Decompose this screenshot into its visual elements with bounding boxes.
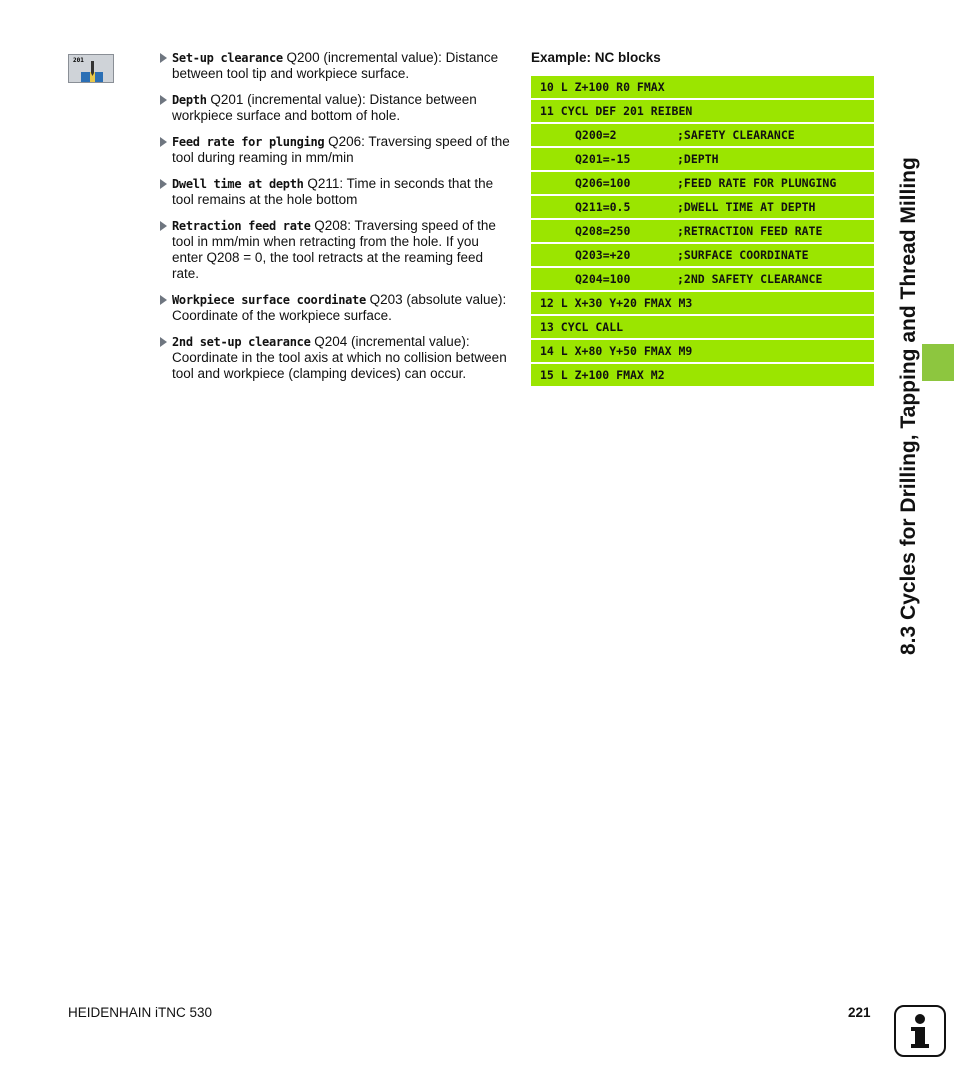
param-description: Q201 (incremental value): Distance between workpiece surface and bottom of hole. — [172, 92, 477, 123]
nc-block-list — [531, 76, 874, 388]
param-depth — [160, 92, 512, 124]
example-title: Example: NC blocks — [531, 50, 661, 65]
nc-param-comment: ;DWELL TIME AT DEPTH — [677, 200, 816, 214]
param-name: Workpiece surface coordinate — [172, 293, 366, 307]
info-icon — [894, 1005, 946, 1057]
nc-block-param — [531, 148, 874, 170]
footer-product: HEIDENHAIN iTNC 530 — [68, 1005, 213, 1020]
nc-block-text: 15 L Z+100 FMAX M2 — [540, 368, 665, 382]
nc-param-comment: ;SAFETY CLEARANCE — [677, 128, 795, 142]
nc-block — [531, 340, 874, 362]
param-name: 2nd set-up clearance — [172, 335, 311, 349]
nc-param-comment: ;SURFACE COORDINATE — [677, 248, 809, 262]
nc-block-text: 10 L Z+100 R0 FMAX — [540, 80, 665, 94]
param-description: Q208: Traversing speed of the tool in mm/min when retracting from the hole. If you enter Q208 = 0, the tool retracts at the reaming feed rate. — [172, 218, 496, 281]
bullet-arrow-icon — [160, 337, 167, 347]
softkey-label: 201 — [73, 57, 84, 64]
chapter-title-text: 8.3 Cycles for Drilling, Tapping and Thread Milling — [897, 157, 920, 655]
bullet-arrow-icon — [160, 95, 167, 105]
param-retraction-feed-rate — [160, 218, 512, 282]
nc-block-param — [531, 172, 874, 194]
cycle-201-softkey-icon — [68, 54, 114, 83]
nc-param-value: Q206=100 — [575, 176, 631, 190]
param-name: Set-up clearance — [172, 51, 283, 65]
nc-param-value: Q201=-15 — [575, 152, 631, 166]
parameter-list — [160, 50, 512, 392]
nc-block-text: 13 CYCL CALL — [540, 320, 624, 334]
bullet-arrow-icon — [160, 179, 167, 189]
param-description: Q206: Traversing speed of the tool during reaming in mm/min — [172, 134, 510, 165]
nc-block-text: 11 CYCL DEF 201 REIBEN — [540, 104, 693, 118]
bullet-arrow-icon — [160, 137, 167, 147]
nc-param-comment: ;DEPTH — [677, 152, 719, 166]
bullet-arrow-icon — [160, 53, 167, 63]
param-description: Q203 (absolute value): Coordinate of the workpiece surface. — [172, 292, 507, 323]
nc-block-param — [531, 244, 874, 266]
nc-block-param — [531, 268, 874, 290]
bullet-arrow-icon — [160, 221, 167, 231]
nc-param-value: Q200=2 — [575, 128, 617, 142]
nc-block — [531, 316, 874, 338]
param-description: Q211: Time in seconds that the tool remains at the hole bottom — [172, 176, 494, 207]
param-name: Dwell time at depth — [172, 177, 304, 191]
bullet-arrow-icon — [160, 295, 167, 305]
nc-block — [531, 76, 874, 98]
param-name: Depth — [172, 93, 207, 107]
param-name: Retraction feed rate — [172, 219, 311, 233]
param-description: Q204 (incremental value): Coordinate in the tool axis at which no collision between tool and workpiece (clamping devices) can occur. — [172, 334, 507, 381]
page-number: 221 — [848, 1005, 871, 1020]
nc-param-comment: ;RETRACTION FEED RATE — [677, 224, 823, 238]
nc-block-text: 14 L X+80 Y+50 FMAX M9 — [540, 344, 693, 358]
param-dwell-time — [160, 176, 512, 208]
param-description: Q200 (incremental value): Distance between tool tip and workpiece surface. — [172, 50, 499, 81]
param-feed-rate-plunging — [160, 134, 512, 166]
nc-block — [531, 292, 874, 314]
chapter-tab-marker — [922, 344, 954, 381]
param-setup-clearance — [160, 50, 512, 82]
reaming-cycle-icon — [69, 55, 115, 84]
param-name: Feed rate for plunging — [172, 135, 325, 149]
nc-block-param — [531, 220, 874, 242]
nc-param-comment: ;2ND SAFETY CLEARANCE — [677, 272, 823, 286]
nc-param-value: Q211=0.5 — [575, 200, 631, 214]
nc-param-value: Q203=+20 — [575, 248, 631, 262]
nc-block — [531, 100, 874, 122]
nc-param-comment: ;FEED RATE FOR PLUNGING — [677, 176, 837, 190]
nc-block-param — [531, 196, 874, 218]
nc-param-value: Q204=100 — [575, 272, 631, 286]
nc-block-param — [531, 124, 874, 146]
nc-param-value: Q208=250 — [575, 224, 631, 238]
nc-block — [531, 364, 874, 386]
nc-block-text: 12 L X+30 Y+20 FMAX M3 — [540, 296, 693, 310]
param-workpiece-surface-coordinate — [160, 292, 512, 324]
param-2nd-setup-clearance — [160, 334, 512, 382]
